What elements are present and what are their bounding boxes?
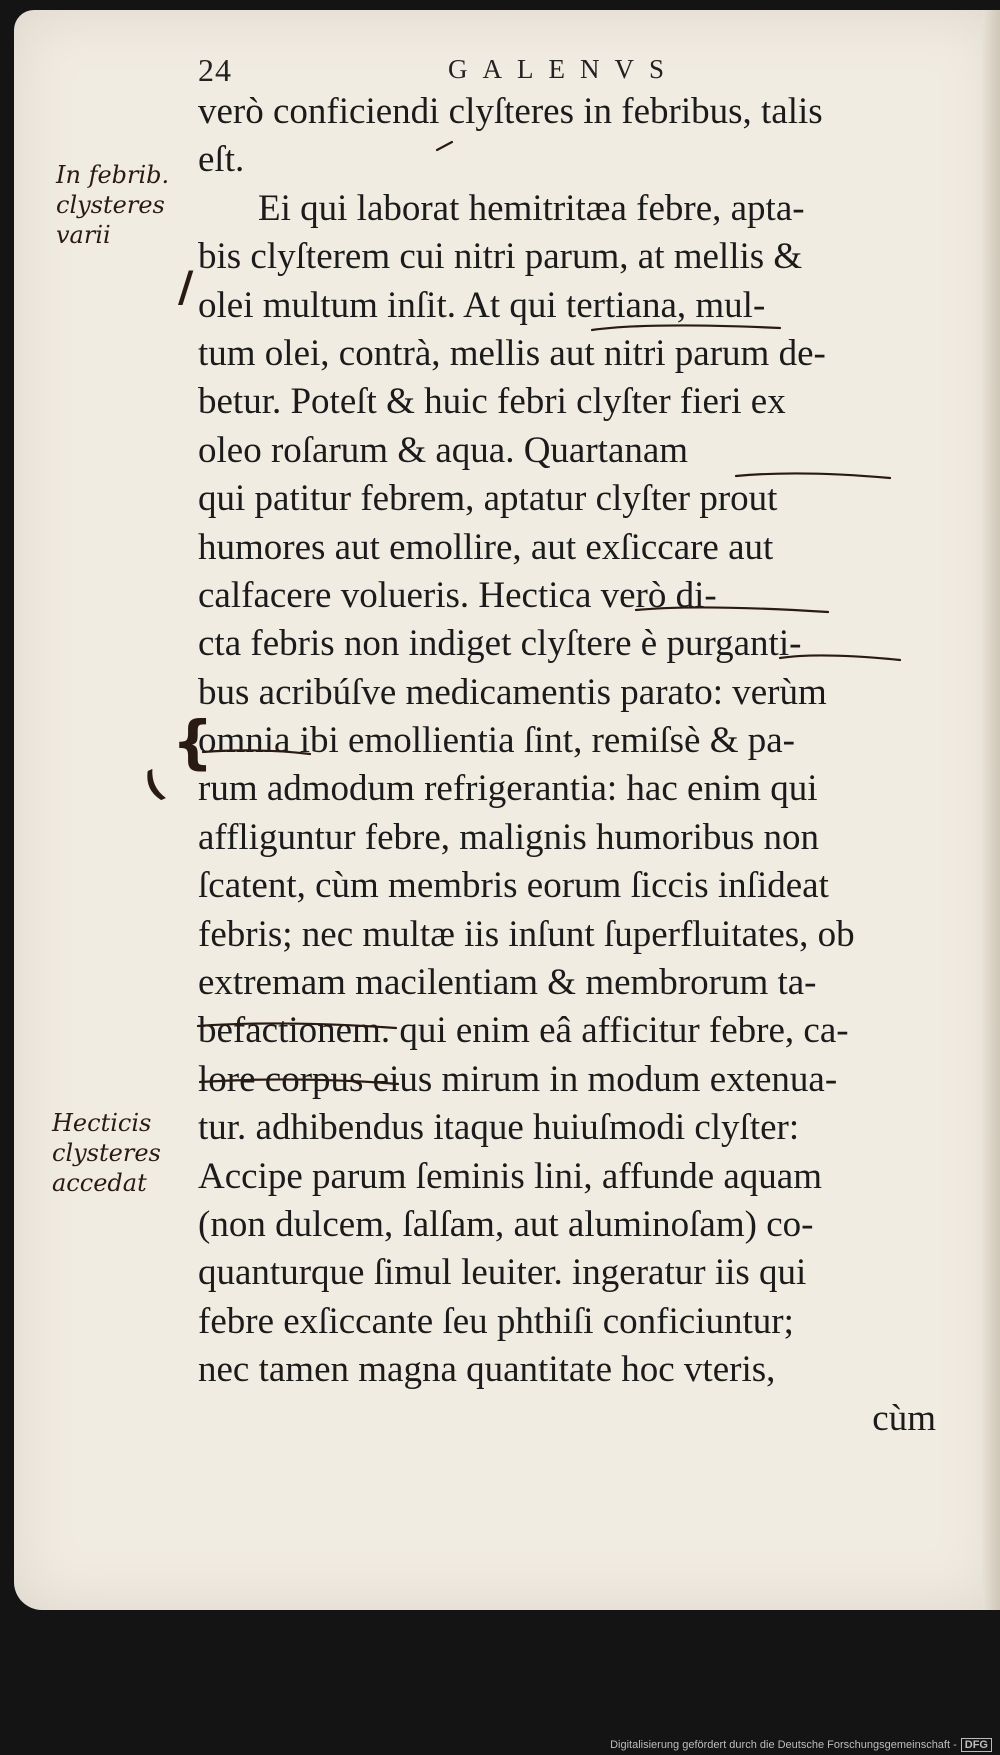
- text-line: qui patitur febrem, aptatur clyſter prout: [198, 478, 778, 520]
- manuscript-flourish: (: [138, 763, 171, 808]
- text-line: affliguntur febre, malignis humoribus non: [198, 816, 820, 858]
- text-line: (non dulcem, ſalſam, aut aluminoſam) co-: [198, 1203, 814, 1245]
- text-line: bus acribúſve medicamentis parato: verùm: [198, 671, 827, 713]
- margin-note-line: clysteres: [56, 191, 165, 219]
- text-line: bis clyſterem cui nitri parum, at mellis &: [198, 236, 803, 278]
- text-line: omnia ibi emollientia ſint, remiſsè & pa-: [198, 720, 796, 762]
- text-line: extremam macilentiam & membrorum ta-: [198, 962, 817, 1004]
- digitization-credit: [610, 1738, 992, 1752]
- manuscript-bracket: {: [172, 708, 214, 776]
- text-line: befactionem. qui enim eâ afficitur febre, ca-: [198, 1010, 849, 1052]
- text-line: betur. Poteſt & huic febri clyſter fieri ex: [198, 381, 786, 423]
- page-number: 24: [198, 52, 232, 88]
- manuscript-bracket: /: [178, 262, 194, 311]
- body-text: [198, 88, 950, 1443]
- margin-note-line: Hecticis: [52, 1109, 152, 1137]
- text-line: olei multum inſit. At qui tertiana, mul-: [198, 284, 766, 326]
- margin-note-line: accedat: [52, 1169, 147, 1197]
- text-line: rum admodum refrigerantia: hac enim qui: [198, 768, 818, 810]
- text-line: cta febris non indiget clyſtere è purganti-: [198, 623, 802, 665]
- dfg-logo: DFG: [961, 1738, 992, 1752]
- text-line: tum olei, contrà, mellis aut nitri parum de-: [198, 332, 826, 374]
- margin-note: [52, 1108, 161, 1198]
- text-line: lore corpus eius mirum in modum extenua-: [198, 1058, 838, 1100]
- credit-text: Digitalisierung gefördert durch die Deutsche Forschungsgemeinschaft -: [610, 1739, 957, 1751]
- margin-note: [56, 160, 169, 250]
- text-line: ſcatent, cùm membris eorum ſiccis inſideat: [198, 865, 829, 907]
- text-line: humores aut emollire, aut exſiccare aut: [198, 526, 774, 568]
- text-line: febris; nec multæ iis inſunt ſuperfluitates, ob: [198, 913, 855, 955]
- text-line: nec tamen magna quantitate hoc vteris,: [198, 1349, 776, 1391]
- text-line: quanturque ſimul leuiter. ingeratur iis qui: [198, 1252, 807, 1294]
- text-line: Ei qui laborat hemitritæa febre, apta-: [258, 187, 805, 229]
- margin-note-line: varii: [56, 221, 111, 249]
- text-line: febre exſiccante ſeu phthiſi conficiuntur;: [198, 1300, 794, 1342]
- margin-note-line: In febrib.: [56, 161, 170, 189]
- margin-note-line: clysteres: [52, 1139, 161, 1167]
- running-head: [198, 52, 958, 88]
- text-line: eſt.: [198, 139, 245, 181]
- text-line: verò conficiendi clyſteres in febribus, talis: [198, 91, 823, 132]
- text-line: Accipe parum ſeminis lini, affunde aquam: [198, 1155, 823, 1197]
- page-edge: [982, 10, 1000, 1610]
- text-line: oleo roſarum & aqua. Quartanam: [198, 429, 689, 471]
- text-line: tur. adhibendus itaque huiuſmodi clyſter:: [198, 1107, 800, 1149]
- catchword: cùm: [872, 1397, 936, 1439]
- running-title: GALENVS: [448, 54, 679, 84]
- text-line: calfacere volueris. Hectica verò di-: [198, 574, 717, 616]
